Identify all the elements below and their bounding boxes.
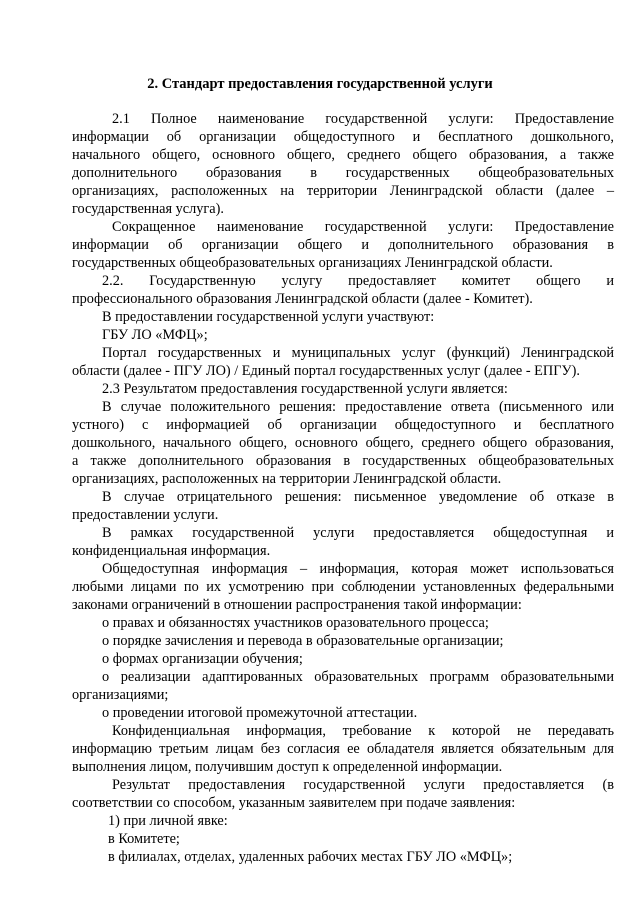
text-line: 1) при личной явке: (108, 813, 228, 829)
text-line: начального общего, основного общего, среднего общего образования, а также (72, 147, 614, 163)
text-line: любыми лицами по их усмотрению при соблюдении установленных федеральными (72, 579, 614, 595)
text-line: государственная услуга). (72, 201, 224, 217)
text-line: в Комитете; (108, 831, 180, 847)
text-line: 2.3 Результатом предоставления государственной услуги является: (102, 381, 508, 397)
text-line: о формах организации обучения; (102, 651, 303, 667)
text-line: дополнительного образования в государственных общеобразовательных (72, 165, 614, 181)
text-line: а также дополнительного образования в государственных общеобразовательных (72, 453, 614, 469)
text-line: области (далее - ПГУ ЛО) / Единый портал государственных услуг (далее - ЕПГУ). (72, 363, 580, 379)
text-line: информации об организации общего и дополнительного образования в (72, 237, 614, 253)
text-line: Общедоступная информация – информация, которая может использоваться (102, 561, 614, 577)
text-line: профессионального образования Ленинградской области (далее - Комитет). (72, 291, 533, 307)
text-line: В рамках государственной услуги предоставляется общедоступная и (102, 525, 614, 541)
text-line: Портал государственных и муниципальных услуг (функций) Ленинградской (102, 345, 614, 361)
text-line: организациями; (72, 687, 169, 703)
text-line: организациях, расположенных на территории Ленинградской области (далее – (72, 183, 614, 199)
text-line: выполнения лицом, получившим доступ к определенной информации. (72, 759, 503, 775)
text-line: о реализации адаптированных образовательных программ образовательными (102, 669, 614, 685)
text-line: 2.2. Государственную услугу предоставляет комитет общего и (102, 273, 614, 289)
text-line: В случае положительного решения: предоставление ответа (письменного или (102, 399, 614, 415)
text-line: ГБУ ЛО «МФЦ»; (102, 327, 208, 343)
text-line: информации об организации общедоступного и бесплатного дошкольного, (72, 129, 614, 145)
text-line: организациях, расположенных на территории Ленинградской области. (72, 471, 502, 487)
text-line: законами ограничений в отношении распространения такой информации: (72, 597, 522, 613)
text-line: в филиалах, отделах, удаленных рабочих местах ГБУ ЛО «МФЦ»; (108, 849, 513, 865)
section-title: 2. Стандарт предоставления государственной услуги (147, 76, 493, 92)
text-line: о порядке зачисления и перевода в образовательные организации; (102, 633, 504, 649)
text-line: конфиденциальная информация. (72, 543, 271, 559)
text-line: 2.1 Полное наименование государственной услуги: Предоставление (112, 111, 614, 127)
text-line: Сокращенное наименование государственной услуги: Предоставление (112, 219, 614, 235)
text-line: Конфиденциальная информация, требование к которой не передавать (112, 723, 614, 739)
text-line: информацию третьим лицам без согласия ее обладателя является обязательным для (72, 741, 614, 757)
text-line: дошкольного, начального общего, основного общего, среднего общего образования, (72, 435, 614, 451)
text-line: государственных общеобразовательных организациях Ленинградской области. (72, 255, 553, 271)
text-line: устного) с информацией об организации общедоступного и бесплатного (72, 417, 614, 433)
text-line: В предоставлении государственной услуги участвуют: (102, 309, 435, 325)
text-line: о проведении итоговой промежуточной аттестации. (102, 705, 418, 721)
text-line: о правах и обязанностях участников оразовательного процесса; (102, 615, 489, 631)
text-line: соответствии со способом, указанным заявителем при подаче заявления: (72, 795, 516, 811)
text-line: Результат предоставления государственной услуги предоставляется (в (112, 777, 614, 793)
text-line: В случае отрицательного решения: письменное уведомление об отказе в (102, 489, 614, 505)
text-line: предоставлении услуги. (72, 507, 219, 523)
